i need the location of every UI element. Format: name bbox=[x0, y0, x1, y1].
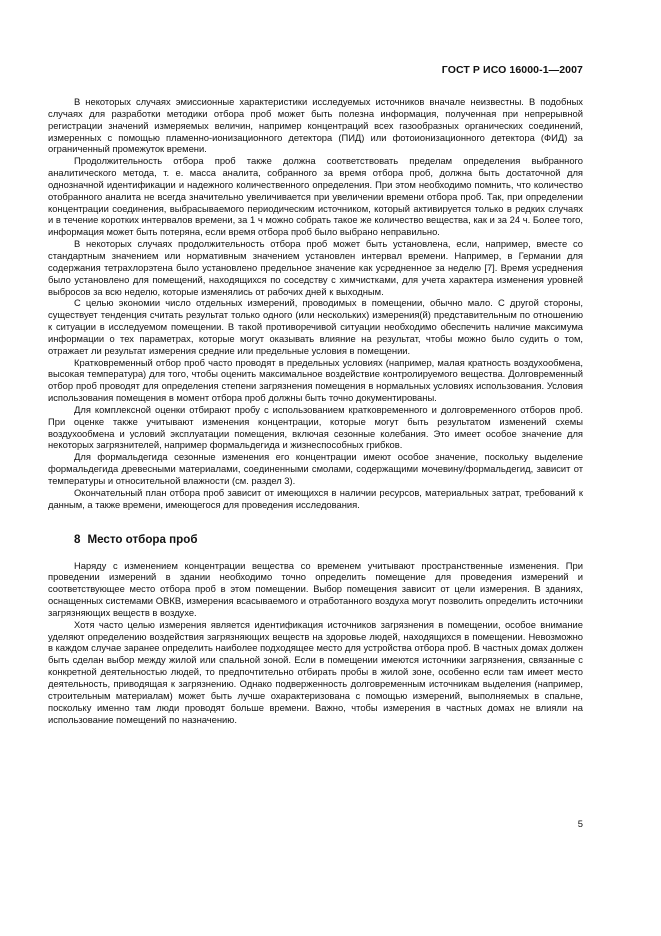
paragraph: В некоторых случаях эмиссионные характеристики исследуемых источников вначале неизвестны. В подобных случаях для разработки методики отбора проб может быть полезна информация, полученная при непрерывной регистрации значений измеряемых величин, например концентраций всех газообразных органических соединений, измеренных с помощью пламенно-ионизационного детектора (ПИД) или фотоионизационного детектора (ФИД) за ограниченный промежуток времени. bbox=[48, 96, 583, 155]
paragraph: Для формальдегида сезонные изменения его концентрации имеют особое значение, поскольку выделение формальдегида древесными материалами, соединенными смолами, содержащими мочевину/формальдегид, зависит от температуры и относительной влажности (см. раздел 3). bbox=[48, 451, 583, 486]
paragraph: Продолжительность отбора проб также должна соответствовать пределам определения выбранного аналитического метода, т. е. масса аналита, собранного за время отбора проб, должна быть достаточной для однозначной идентификации и надежного количественного определения. При этом необходимо помнить, что количество отобранного аналита не всегда значительно увеличивается при увеличении времени отбора проб. Так, при определении концентрации соединения, выбрасываемого периодическим источником, который активируется только в редких случаях и в течение коротких интервалов времени, за 1 ч можно собрать такое же количество вещества, как и за 24 ч. Более того, информация может быть потеряна, если время отбора проб было выбрано неправильно. bbox=[48, 155, 583, 238]
section-number: 8 bbox=[74, 532, 81, 546]
section-title: Место отбора проб bbox=[87, 532, 198, 546]
document-header: ГОСТ Р ИСО 16000-1—2007 bbox=[441, 64, 583, 76]
paragraph: В некоторых случаях продолжительность отбора проб может быть установлена, если, например, вместе со стандартным значением или нормативным значением установлен интервал времени. Например, в Германии для содержания тетрахлорэтена было установлено предельное значение как усредненное за неделю [7]. Время усреднения было установлено для помещений, находящихся по соседству с химчистками, для учета характера изменения уровней выбросов за всю неделю, которые изменялись от рабочих дней к выходным. bbox=[48, 238, 583, 297]
paragraph: Хотя часто целью измерения является идентификация источников загрязнения в помещении, особое внимание уделяют определению воздействия загрязняющих веществ на здоровье людей, находящихся в помещении. Невозможно в каждом случае заранее определить наиболее подходящее место для устройства отбора проб. В частных домах должен быть сделан выбор между жилой или спальной зоной. Если в помещении имеются источники загрязнения, связанные с конкретной деятельностью людей, то предпочтительно отбирать пробы в жилой зоне, особенно если там имеет место деятельность, приводящая к загрязнению. Однако подверженность долговременным источникам выделения (например, строительным материалам) может быть лучше охарактеризована с помощью измерений, выполняемых в спальне, поскольку именно там люди проводят больше времени. Важно, чтобы измерения в частных домах не влияли на использование помещений по назначению. bbox=[48, 618, 583, 725]
paragraph: Кратковременный отбор проб часто проводят в предельных условиях (например, малая кратность воздухообмена, высокая температура) для того, чтобы оценить максимальное воздействие контролируемого вещества. Долговременный отбор проб проводят для определения степени загрязнения помещения в нормальных условиях использования. Условия использования помещения в момент отбора проб должны быть точно документированы. bbox=[48, 356, 583, 404]
paragraph: Окончательный план отбора проб зависит от имеющихся в наличии ресурсов, материальных затрат, требований к данным, а также времени, имеющегося для проведения исследования. bbox=[48, 486, 583, 510]
page-content bbox=[48, 96, 583, 725]
section-heading bbox=[48, 533, 583, 546]
paragraph: Для комплексной оценки отбирают пробу с использованием кратковременного и долговременного отборов проб. При оценке также учитывают изменения концентрации, которые могут быть результатом изменений схемы воздухообмена и условий эксплуатации помещения, включая сезонные колебания. Это имеет особое значение для некоторых загрязнителей, например формальдегида и жизнеспособных грибков. bbox=[48, 403, 583, 451]
paragraph: Наряду с изменением концентрации вещества со временем учитывают пространственные изменения. При проведении измерений в здании необходимо точно определить помещение для проведения измерений и соответствующее место отбора проб в этом помещении. Выбор помещения зависит от цели измерения. В зданиях, оснащенных системами ОВКВ, измерения всасываемого и отработанного воздуха могут позволить определить источники загрязняющих веществ в воздухе. bbox=[48, 559, 583, 618]
paragraph: С целью экономии число отдельных измерений, проводимых в помещении, обычно мало. С другой стороны, существует тенденция считать результат только одного (или нескольких) измерения(й) представительным по отношению к ситуации в исследуемом помещении. В такой противоречивой ситуации необходимо обеспечить наличие максимума информации о тех параметрах, которые могут оказывать влияние на результат, чтобы можно было судить о том, отражает ли результат измерения средние или предельные условия в помещении. bbox=[48, 297, 583, 356]
page-number: 5 bbox=[577, 818, 583, 829]
